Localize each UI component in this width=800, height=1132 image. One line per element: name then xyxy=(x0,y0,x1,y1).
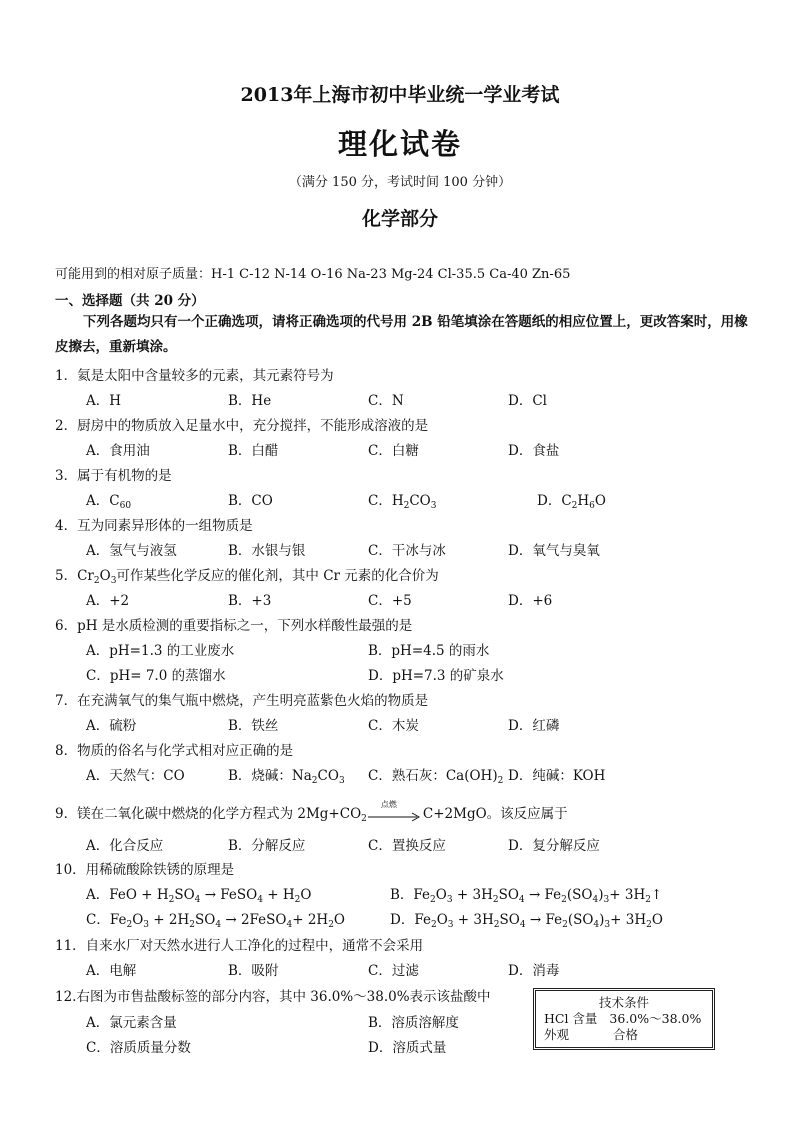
q7-option-d: D．红磷 xyxy=(508,718,560,734)
q10-option-a: A．FeO + $H_2SO_4$ → FeSO$_4$ + $H_2O$ xyxy=(86,887,312,905)
q9-option-d: D．复分解反应 xyxy=(508,838,600,854)
q2-option-b: B．白醋 xyxy=(228,443,279,459)
q4-option-d: D．氧气与臭氧 xyxy=(508,543,600,559)
q6-option-a: A．pH=1.3 的工业废水 xyxy=(86,643,235,659)
q9-option-c: C．置换反应 xyxy=(368,838,446,854)
question-4: 4．互为同素异形体的一组物质是 xyxy=(55,518,253,534)
q8-option-d: D．纯碱：KOH xyxy=(508,768,606,784)
q1-option-c: C．N xyxy=(368,393,404,409)
question-7: 7．在充满氧气的集气瓶中燃烧，产生明亮蓝紫色火焰的物质是 xyxy=(55,693,429,709)
question-8: 8．物质的俗名与化学式相对应正确的是 xyxy=(55,743,294,759)
q2-option-a: A．食用油 xyxy=(86,443,150,459)
q7-option-b: B．铁丝 xyxy=(228,718,279,734)
reaction-arrow xyxy=(367,799,423,822)
q3-option-b: B．CO xyxy=(228,493,273,509)
q11-option-c: C．过滤 xyxy=(368,963,419,979)
question-1: 1．氦是太阳中含量较多的元素，其元素符号为 xyxy=(55,368,334,384)
q12-option-c: C．溶质质量分数 xyxy=(86,1040,191,1056)
part-heading: 一、选择题（共 20 分） xyxy=(55,293,205,309)
paper-title: 理化试卷 xyxy=(337,127,462,161)
q12-option-d: D．溶质式量 xyxy=(368,1040,447,1056)
q12-option-a: A．氯元素含量 xyxy=(86,1015,177,1031)
question-3: 3．属于有机物的是 xyxy=(55,468,172,484)
q3-option-a: A．$C_{60}$ xyxy=(86,493,132,511)
reaction-condition: 点燃 xyxy=(380,799,397,809)
q6-option-d: D．pH=7.3 的矿泉水 xyxy=(368,668,504,684)
q10-option-b: B．$Fe_2O_3 + 3H_2SO_4 \to Fe_2(SO_4)_3+$ $3H_2↑$ xyxy=(390,887,663,905)
label-appearance-value: 合格 xyxy=(613,1027,639,1042)
q5-option-c: C．+5 xyxy=(368,593,412,609)
q8-option-c: C．熟石灰：$Ca(OH)_2$ xyxy=(368,768,504,786)
arrow-icon xyxy=(367,811,423,823)
label-title: 技术条件 xyxy=(598,995,649,1010)
q8-option-b: B．烧碱：$Na_2CO_3$ xyxy=(228,768,345,786)
acid-label-box xyxy=(533,988,715,1050)
atomic-masses: 可能用到的相对原子质量：H-1 C-12 N-14 O-16 Na-23 Mg-24 Cl-35.5 Ca-40 Zn-65 xyxy=(55,267,571,282)
question-9: 9．镁在二氧化碳中燃烧的化学方程式为 $2Mg+CO_2$ 点燃 C+2MgO。该反应属于 xyxy=(55,799,568,824)
question-2: 2．厨房中的物质放入足量水中，充分搅拌，不能形成溶液的是 xyxy=(55,418,429,434)
label-row-hcl xyxy=(536,1011,712,1027)
q9-option-b: B．分解反应 xyxy=(228,838,306,854)
q2-option-d: D．食盐 xyxy=(508,443,560,459)
q8-option-a: A．天然气：CO xyxy=(86,768,185,784)
instructions: 下列各题均只有一个正确选项，请将正确选项的代号用 2B 铅笔填涂在答题纸的相应位置上，更改答案时，用橡皮擦去，重新填涂。 xyxy=(55,314,748,355)
q1-option-d: D．Cl xyxy=(508,393,547,409)
label-appearance-name: 外观 xyxy=(544,1027,570,1042)
exam-title: 2013年上海市初中毕业统一学业考试 xyxy=(240,84,560,106)
q4-option-c: C．干冰与冰 xyxy=(368,543,446,559)
q7-option-c: C．木炭 xyxy=(368,718,419,734)
q1-option-b: B．He xyxy=(228,393,272,409)
q12-option-b: B．溶质溶解度 xyxy=(368,1015,459,1031)
q5-option-a: A．+2 xyxy=(86,593,130,609)
question-10: 10．用稀硫酸除铁锈的原理是 xyxy=(55,862,235,878)
question-12: 12.右图为市售盐酸标签的部分内容，其中 36.0%～38.0%表示该盐酸中 xyxy=(55,989,491,1005)
exam-info: （满分 150 分，考试时间 100 分钟） xyxy=(288,175,512,190)
question-5: 5．$Cr_2O_3$可作某些化学反应的催化剂，其中 Cr 元素的化合价为 xyxy=(55,568,439,586)
q11-option-b: B．吸附 xyxy=(228,963,279,979)
q3-option-d: D．$C_2H_6O$ xyxy=(537,493,606,511)
q1-option-a: A．H xyxy=(86,393,122,409)
section-title: 化学部分 xyxy=(361,208,438,230)
label-hcl-value: 36.0%～38.0% xyxy=(609,1011,702,1026)
q6-option-c: C．pH= 7.0 的蒸馏水 xyxy=(86,668,226,684)
label-hcl-name: HCl 含量 xyxy=(544,1011,598,1026)
q6-option-b: B．pH=4.5 的雨水 xyxy=(368,643,490,659)
label-row-appearance xyxy=(536,1027,712,1043)
q7-option-a: A．硫粉 xyxy=(86,718,137,734)
question-6: 6．pH 是水质检测的重要指标之一，下列水样酸性最强的是 xyxy=(55,618,413,634)
q11-option-a: A．电解 xyxy=(86,963,137,979)
q5-option-b: B．+3 xyxy=(228,593,272,609)
q4-option-b: B．水银与银 xyxy=(228,543,306,559)
q2-option-c: C．白糖 xyxy=(368,443,419,459)
q9-option-a: A．化合反应 xyxy=(86,838,164,854)
q10-option-c: C．$Fe_2O_3 + 2H_2SO_4$ → 2FeSO$_4$+ $2H_2O$ xyxy=(86,912,345,930)
q3-option-c: C．$H_2CO_3$ xyxy=(368,493,437,511)
q11-option-d: D．消毒 xyxy=(508,963,560,979)
q5-option-d: D．+6 xyxy=(508,593,553,609)
q10-option-d: D．$Fe_2O_3 + 3H_2SO_4 \to Fe_2(SO_4)_3+ 3H_2O$ xyxy=(390,912,663,930)
question-11: 11．自来水厂对天然水进行人工净化的过程中，通常不会采用 xyxy=(55,938,424,954)
q4-option-a: A．氢气与液氢 xyxy=(86,543,177,559)
